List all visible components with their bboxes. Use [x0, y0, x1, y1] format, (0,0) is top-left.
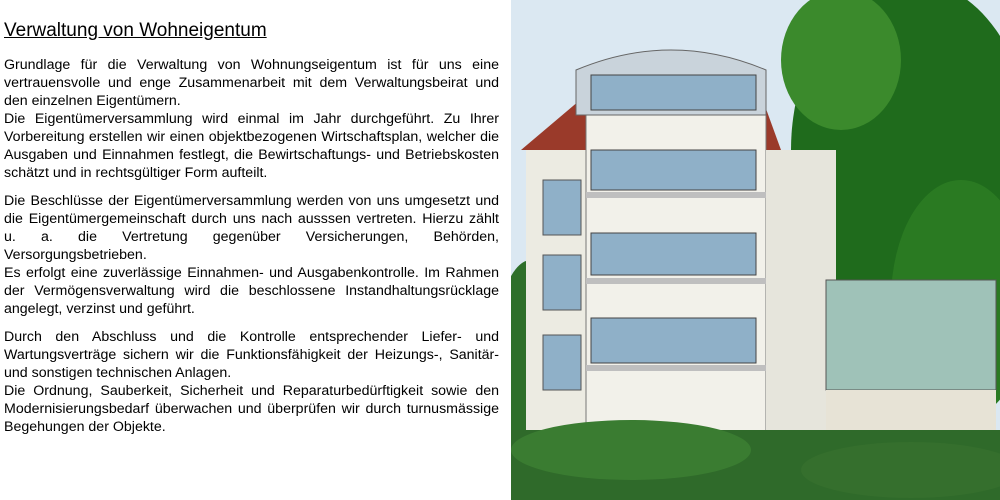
- page-title: Verwaltung von Wohneigentum: [4, 20, 267, 41]
- paragraph-2: [4, 192, 499, 318]
- paragraph-1: [4, 56, 499, 182]
- text-column: [4, 20, 499, 446]
- paragraph-text: Durch den Abschluss und die Kontrolle entsprechender Liefer- und Wartungsverträge sichern wir die Funktionsfähigkeit der Heizungs-, Sanitär- und sonstigen technischen Anlagen.: [4, 329, 499, 381]
- paragraph-text: Es erfolgt eine zuverlässige Einnahmen- und Ausgabenkontrolle. Im Rahmen der Vermögensverwaltung wird die beschlossene Instandhaltungsrücklage angelegt, verzinst und geführt.: [4, 265, 499, 317]
- paragraph-text: Die Beschlüsse der Eigentümerversammlung werden von uns umgesetzt und die Eigentümergemeinschaft durch uns nach ausssen vertreten. Hierzu zählt u. a. die Vertretung gegenüber Versicherungen, Behörden, Versorgungsbetrieben.: [4, 193, 499, 263]
- paragraph-text: Die Ordnung, Sauberkeit, Sicherheit und Reparaturbedürftigkeit sowie den Modernisierungsbedarf überwachen und überprüfen wir durch turnusmässige Begehungen der Objekte.: [4, 383, 499, 435]
- paragraph-text: Die Eigentümerversammlung wird einmal im Jahr durchgeführt. Zu Ihrer Vorbereitung erstellen wir einen objektbezogenen Wirtschaftsplan, welcher die Ausgaben und Einnahmen festlegt, die Bewirtschaftungs- und Betriebskosten schätzt und in rechtsgültiger Form aufteilt.: [4, 111, 499, 181]
- building-photo: [511, 0, 1000, 500]
- paragraph-3: [4, 328, 499, 436]
- winter-garden: [826, 280, 996, 390]
- paragraph-text: Grundlage für die Verwaltung von Wohnungseigentum ist für uns eine vertrauensvolle und enge Zusammenarbeit mit dem Verwaltungsbeirat und den einzelnen Eigentümern.: [4, 57, 499, 109]
- window-band: [591, 150, 756, 190]
